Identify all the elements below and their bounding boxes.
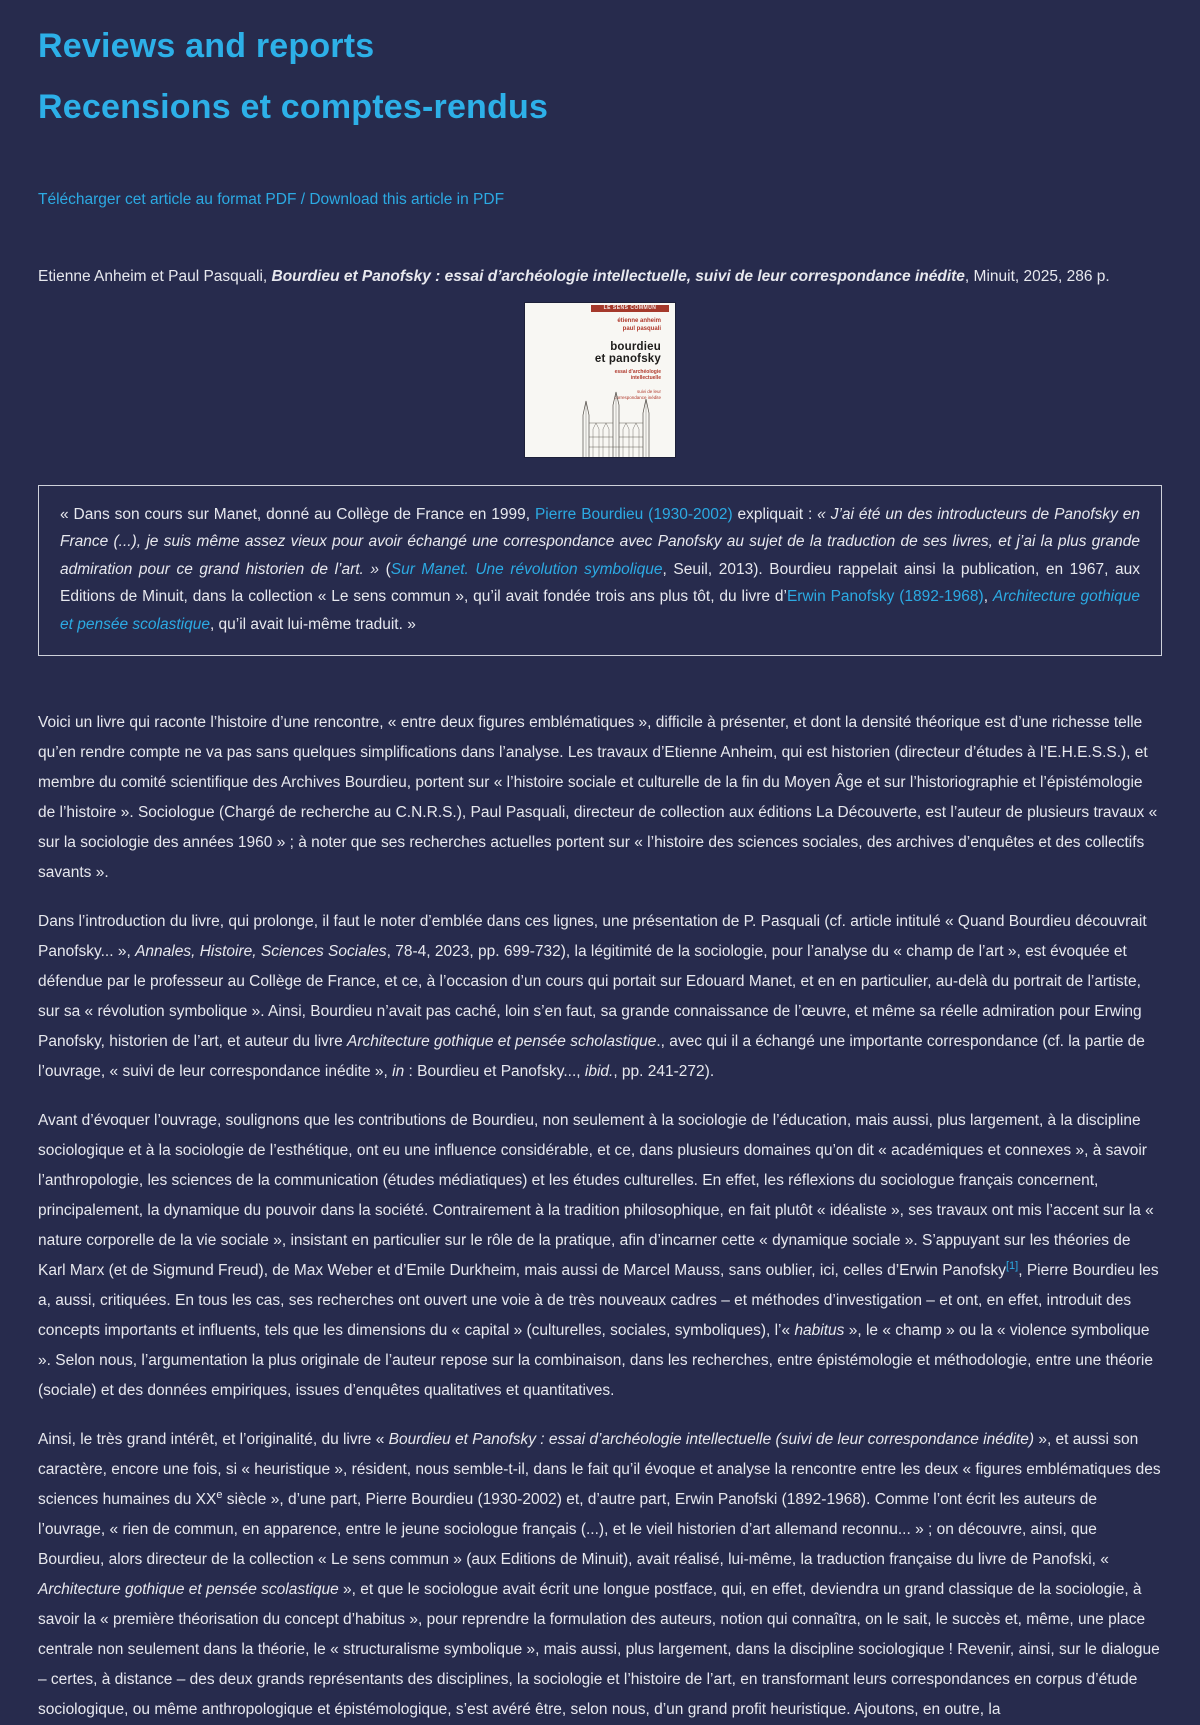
text-segment: , <box>983 588 993 606</box>
text-segment: expliquait : <box>732 505 818 523</box>
paragraph-3 <box>38 1106 1162 1406</box>
cover-title-line-2: et panofsky <box>594 352 661 365</box>
text-segment: », et que le sociologue avait écrit une longue postface, qui, en effet, deviendra un grand classique de la sociologie, à savoir la « première théorisation du concept d’habitus », pour reprendre la formulation des auteurs, notion qui connaîtra, on le sait, le succès et, même, une place centrale non seulement dans la théorie, le « structuralisme symbolique », mais aussi, plus largement, dans la discipline sociologique ! Revenir, ainsi, sur le dialogue – certes, à distance – des deux grands représentants des disciplines, la sociologie et l’histoire de l’art, en transformant leurs correspondances en corpus d’étude sociologique, ou même anthropologique et épistémologique, s’est avéré être, selon nous, d’un grand profit heuristique. Ajoutons, en outre, la <box>38 1581 1160 1719</box>
cover-author-2: paul pasquali <box>622 325 661 332</box>
cover-author-1: étienne anheim <box>617 317 661 324</box>
text-segment: ( <box>379 560 391 578</box>
gothic-cathedral-drawing <box>569 389 665 457</box>
text-segment: Avant d’évoquer l’ouvrage, soulignons que les contributions de Bourdieu, non seulement à la sociologie de l’éducation, mais aussi, plus largement, à la discipline sociologique et à la sociologie de l’esthétique, ont eu une influence considérable, et ce, dans plusieurs domaines qu’on dit « académiques et connexes », à savoir l’anthropologie, les sciences de la communication (études médiatiques) et les études culturelles. En effet, les réflexions du sociologue français concernent, principalement, la dynamique du pouvoir dans la société. Contrairement à la tradition philosophique, en fait plutôt « idéaliste », ses travaux ont mis l’accent sur la « nature corporelle de la vie sociale », insistant en particulier sur le rôle de la pratique, afin d’incarner cette « dynamique sociale ». S’appuyant sur les théories de Karl Marx (et de Sigmund Freud), de Max Weber et d’Emile Durkheim, mais aussi de Marcel Mauss, sans oublier, ici, celles d’Erwin Panofsky <box>38 1112 1154 1280</box>
text-segment: « J’ai été un des introducteurs de Panofsky en France (...), je suis même assez vieux pour avoir échangé une correspondance avec Panofsky au sujet de la traduction de ses livres, et j’ai la plus grande admiration pour ce grand historien de l’art. » <box>60 505 1140 578</box>
text-segment: e <box>216 1489 223 1502</box>
text-segment: Architecture gothique et pensée scolastique <box>38 1581 339 1599</box>
inline-link[interactable]: Sur Manet. Une révolution symbolique <box>390 560 663 578</box>
text-segment: Bourdieu et Panofsky : essai d’archéologie intellectuelle, suivi de leur correspondance inédite <box>271 267 965 285</box>
text-segment: Dans l’introduction du livre, qui prolonge, il faut le noter d’emblée dans ces lignes, une présentation de P. Pasquali (cf. article intitulé « Quand Bourdieu découvrait Panofsky... », <box>38 913 1147 961</box>
cover-title-line-1: bourdieu <box>610 340 661 353</box>
paragraph-1 <box>38 708 1162 888</box>
text-segment: Architecture gothique et pensée scholastique <box>347 1033 657 1051</box>
cover-note-line-2: correspondance inédite <box>614 394 661 400</box>
text-segment: , Minuit, 2025, 286 p. <box>964 267 1110 285</box>
cover-authors <box>545 317 661 333</box>
text-segment: Bourdieu et Panofsky : essai d’archéologie intellectuelle (suivi de leur correspondance inédite) <box>388 1431 1035 1449</box>
inline-link[interactable]: Pierre Bourdieu (1930-2002) <box>534 505 733 523</box>
text-segment: Annales, Histoire, Sciences Sociales <box>135 943 387 961</box>
text-segment: , pp. 241-272). <box>613 1063 715 1081</box>
paragraph-4 <box>38 1425 1162 1725</box>
cover-note-line-1: suivi de leur <box>636 388 661 394</box>
text-segment: : Bourdieu et Panofsky..., <box>404 1063 585 1081</box>
cover-collection-band: LE SENS COMMUN <box>591 305 669 312</box>
inline-link[interactable]: Architecture gothique et pensée scolastique <box>60 588 1140 633</box>
pdf-download-link[interactable]: Télécharger cet article au format PDF / Download this article in PDF <box>38 190 505 208</box>
text-segment: « Dans son cours sur Manet, donné au Collège de France en 1999, <box>60 505 535 523</box>
inline-link[interactable]: Erwin Panofsky (1892-1968) <box>786 588 984 606</box>
text-segment: », le « champ » ou la « violence symbolique ». Selon nous, l’argumentation la plus originale de l’auteur repose sur la combinaison, dans les recherches, entre épistémologie et méthodologie, entre une théorie (sociale) et des données empiriques, issues d’enquêtes qualitatives et quantitatives. <box>38 1322 1153 1400</box>
text-segment: in <box>392 1063 405 1081</box>
text-segment: ibid. <box>584 1063 614 1081</box>
book-cover-wrapper <box>38 303 1162 457</box>
paragraph-2 <box>38 907 1162 1087</box>
text-segment: », et aussi son caractère, encore une fois, si « heuristique », résident, nous semble-t-il, dans le fait qu’il évoque et analyse la rencontre entre les deux « figures emblématiques des sciences humaines du XX <box>38 1431 1161 1509</box>
text-segment: Voici un livre qui raconte l’histoire d’une rencontre, « entre deux figures emblématiques », difficile à présenter, et dont la densité théorique est d’une richesse telle qu’en rendre compte ne va pas sans quelques simplifications dans l’analyse. Les travaux d’Etienne Anheim, qui est historien (directeur d’études à l’E.H.E.S.S.), et membre du comité scientifique des Archives Bourdieu, portent sur « l’histoire sociale et culturelle de la fin du Moyen Âge et sur l’historiographie et l’épistémologie de l’histoire ». Sociologue (Chargé de recherche au C.N.R.S.), Paul Pasquali, directeur de collection aux éditions La Découverte, est l’auteur de plusieurs travaux « sur la sociologie des années 1960 » ; à noter que ses recherches actuelles portent sur « l’histoire des sciences sociales, des archives d’enquêtes et des collectifs savants ». <box>38 714 1158 882</box>
text-segment: ., avec qui il a échangé une importante correspondance (cf. la partie de l’ouvrage, « suivi de leur correspondance inédite », <box>38 1033 1145 1081</box>
text-segment: , Seuil, 2013). Bourdieu rappelait ainsi la publication, en 1967, aux Editions de Minuit, dans la collection « Le sens commun », qu’il avait fondée trois ans plus tôt, du livre d’ <box>60 560 1140 606</box>
text-segment: Ainsi, le très grand intérêt, et l’originalité, du livre « <box>38 1431 389 1449</box>
text-segment: , Pierre Bourdieu les a, aussi, critiquées. En tous les cas, ses recherches ont ouvert une voie à de très nouveaux cadres – et méthodes d’investigation – et ont, en effet, introduit des concepts importants et influents, tels que les dimensions du « capital » (culturelles, sociales, symboliques), l’« <box>38 1262 1159 1340</box>
cover-subtitle <box>545 369 661 382</box>
book-cover-image <box>525 303 675 457</box>
page-title-en: Reviews and reports <box>38 27 375 65</box>
cover-subtitle-line-2: intellectuelle <box>630 375 661 382</box>
text-segment: Etienne Anheim et Paul Pasquali, <box>38 267 272 285</box>
text-segment: , qu’il avait lui-même traduit. » <box>209 615 416 633</box>
page-title-fr: Recensions et comptes-rendus <box>38 88 549 127</box>
cover-title <box>545 341 661 365</box>
text-segment: , 78-4, 2023, pp. 699-732), la légitimité de la sociologie, pour l’analyse du « champ de l’art », est évoquée et défendue par le professeur au Collège de France, et ce, à l’occasion d’un cours qui portait sur Edouard Manet, et en en particulier, au-delà du portrait de l’artiste, sur sa « révolution symbolique ». Ainsi, Bourdieu n’avait pas caché, loin s’en faut, sa grande connaissance de l’œuvre, et même sa réelle admiration pour Erwing Panofsky, historien de l’art, et auteur du livre <box>38 943 1142 1051</box>
text-segment: siècle », d’une part, Pierre Bourdieu (1930-2002) et, d’autre part, Erwin Panofski (1892-1968). Comme l’ont écrit les auteurs de l’ouvrage, « rien de commun, en apparence, entre le jeune sociologue français (...), et le vieil historien d’art allemand reconnu... » ; on découvre, ainsi, que Bourdieu, alors directeur de la collection « Le sens commun » (aux Editions de Minuit), avait réalisé, lui-même, la traduction française du livre de Panofski, « <box>38 1491 1109 1569</box>
book-citation <box>38 265 1162 289</box>
text-segment: habitus <box>794 1322 845 1340</box>
article-body <box>38 708 1162 1725</box>
footnote-link[interactable]: [1] <box>1005 1260 1019 1273</box>
lead-quote-block <box>38 485 1162 657</box>
cover-subtitle-line-1: essai d’archéologie <box>614 368 661 375</box>
